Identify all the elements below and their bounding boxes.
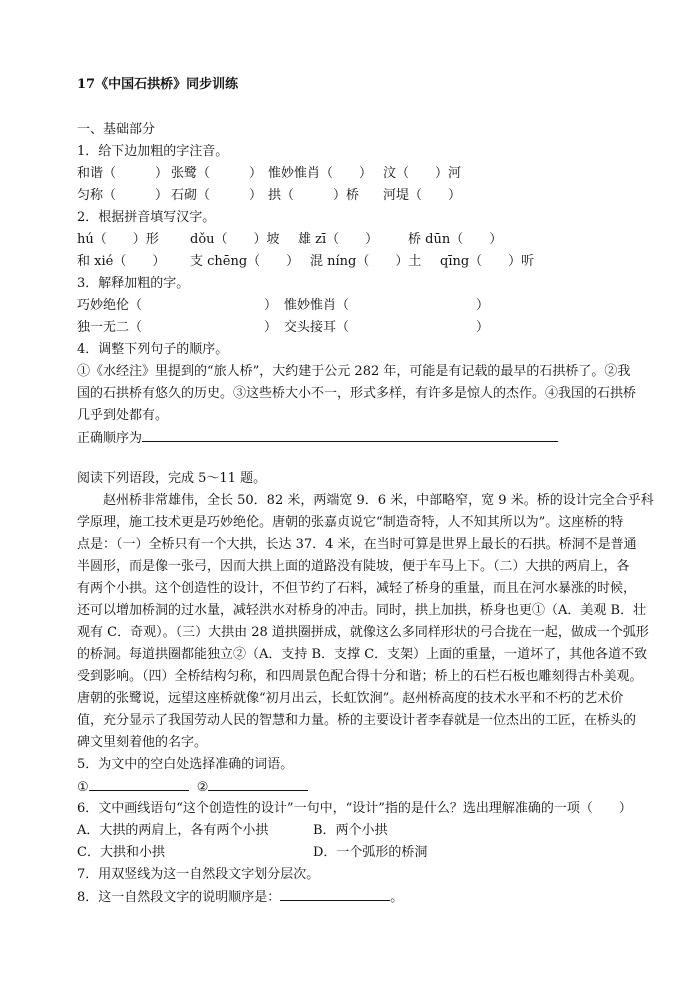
passage-line: 半圆形，而是像一张弓，因而大拱上面的道路没有陡坡，便于车马上下。（二）大拱的两肩上，各 [77,559,630,574]
passage-line: 观有 C．奇观）。（三）大拱由 28 道拱圈拼成，就像这么多同样形状的弓合拢在一起，做成一个弧形 [77,625,649,640]
q5-blank-1[interactable] [89,776,189,791]
q5-blank-2[interactable] [208,776,308,791]
q2-item: 和 xié（ ） [77,254,166,269]
q5-label: 5．为文中的空白处选择准确的词语。 [77,757,294,772]
q4-answer-blank[interactable] [142,427,558,442]
q3-label: 3．解释加粗的字。 [77,276,190,291]
q4-answer-label: 正确顺序为 [77,431,143,446]
q6-option-d[interactable]: D．一个弧形的桥洞 [313,845,428,860]
passage-line: 的桥洞。每道拱圈都能独立②（A．支持 B．支撑 C．支架）上面的重量，一道坏了，其他各道不致 [77,647,648,662]
q2-item: qīng（ ）听 [440,254,535,269]
passage-line: 唐朝的张鹭说，远望这座桥就像“初月出云，长虹饮涧”。赵州桥高度的技术水平和不朽的艺术价 [77,691,624,706]
q3-item-close: ） [264,298,278,313]
q2-item: 混 níng（ ）土 [310,254,422,269]
q1-item: 惟妙惟肖（ ） [268,166,373,181]
section-heading: 一、基础部分 [77,122,156,137]
q2-item: 桥 dūn（ ） [408,232,503,247]
q2-label: 2．根据拼音填写汉字。 [77,210,216,225]
q1-item: 石砌（ ） [171,188,263,203]
q4-text: 国的石拱桥有悠久的历史。③这些桥大小不一，形式多样，有许多是惊人的杰作。④我国的石拱桥 [77,386,637,401]
passage-line: 点是：（一）全桥只有一个大拱，长达 37．4 米，在当时可算是世界上最长的石拱。桥洞不是普通 [77,537,637,552]
q1-item: 河堤（ ） [383,188,462,203]
passage-line: 受到影响。（四）全桥结构匀称，和四周景色配合得十分和谐；桥上的石栏石板也雕刻得古朴美观。 [77,669,643,684]
q5-blank-marker: ① [77,780,89,795]
q6-option-a[interactable]: A．大拱的两肩上，各有两个小拱 [77,823,269,838]
q6-label: 6．文中画线语句“这个创造性的设计”一句中，“设计”指的是什么？选出理解准确的一项（ ） [77,801,632,816]
q1-item: 和谐（ ） [77,166,169,181]
passage-line: 还可以增加桥洞的过水量，减轻洪水对桥身的冲击。同时，拱上加拱，桥身也更①（A．美观 B．壮 [77,603,647,618]
q3-item: 独一无二（ [77,320,143,335]
q5-blanks-row [77,776,308,799]
q6-option-b[interactable]: B．两个小拱 [313,823,388,838]
q2-item: dǒu（ ）坡 [190,232,280,247]
passage-line: 值，充分显示了我国劳动人民的智慧和力量。桥的主要设计者李春就是一位杰出的工匠，在桥头的 [77,713,637,728]
q3-item: 巧妙绝伦（ [77,298,143,313]
passage-line: 赵州桥非常雄伟，全长 50．82 米，两端宽 9．6 米，中部略窄，宽 9 米。桥的设计完全合乎科 [77,493,654,508]
q1-item: 汶（ ）河 [383,166,462,181]
q5-blank-marker: ② [196,780,209,795]
q1-label: 1．给下边加粗的字注音。 [77,144,229,159]
passage-line: 学原理，施工技术更是巧妙绝伦。唐朝的张嘉贞说它“制造奇特，人不知其所以为”。这座桥的特 [77,515,624,530]
q3-item-close: ） [476,320,490,335]
q4-answer-row [77,427,558,450]
reading-intro: 阅读下列语段，完成 5～11 题。 [77,471,267,486]
q2-item: 雄 zī（ ） [298,232,379,247]
q4-text: ①《水经注》里提到的“旅人桥”，大约建于公元 282 年，可能是有记载的最早的石拱桥了。②我 [77,364,631,379]
q1-item: 张鹭（ ） [171,166,263,181]
q4-label: 4．调整下列句子的顺序。 [77,342,229,357]
q4-text: 几乎到处都有。 [77,408,169,423]
q8-row [77,886,403,909]
q3-item: 惟妙惟肖（ [284,298,350,313]
passage-line: 碑文里刻着他的名字。 [77,735,208,750]
q1-item: 拱（ ）桥 [268,188,360,203]
q3-item: 交头接耳（ [284,320,350,335]
passage-line: 有两个小拱。这个创造性的设计，不但节约了石料，减轻了桥身的重量，而且在河水暴涨的时候， [77,581,637,596]
q6-option-c[interactable]: C．大拱和小拱 [77,845,165,860]
q3-item-close: ） [476,298,490,313]
q8-end: 。 [390,890,404,905]
q8-answer-blank[interactable] [280,886,390,901]
q7-label: 7．用双竖线为这一自然段文字划分层次。 [77,867,320,882]
q2-item: 支 chēng（ ） [190,254,300,269]
q1-item: 匀称（ ） [77,188,169,203]
q8-label: 8．这一自然段文字的说明顺序是： [77,890,281,905]
worksheet-title: 17《中国石拱桥》同步训练 [77,77,239,92]
q3-item-close: ） [264,320,278,335]
q2-item: hú（ ）形 [77,232,159,247]
